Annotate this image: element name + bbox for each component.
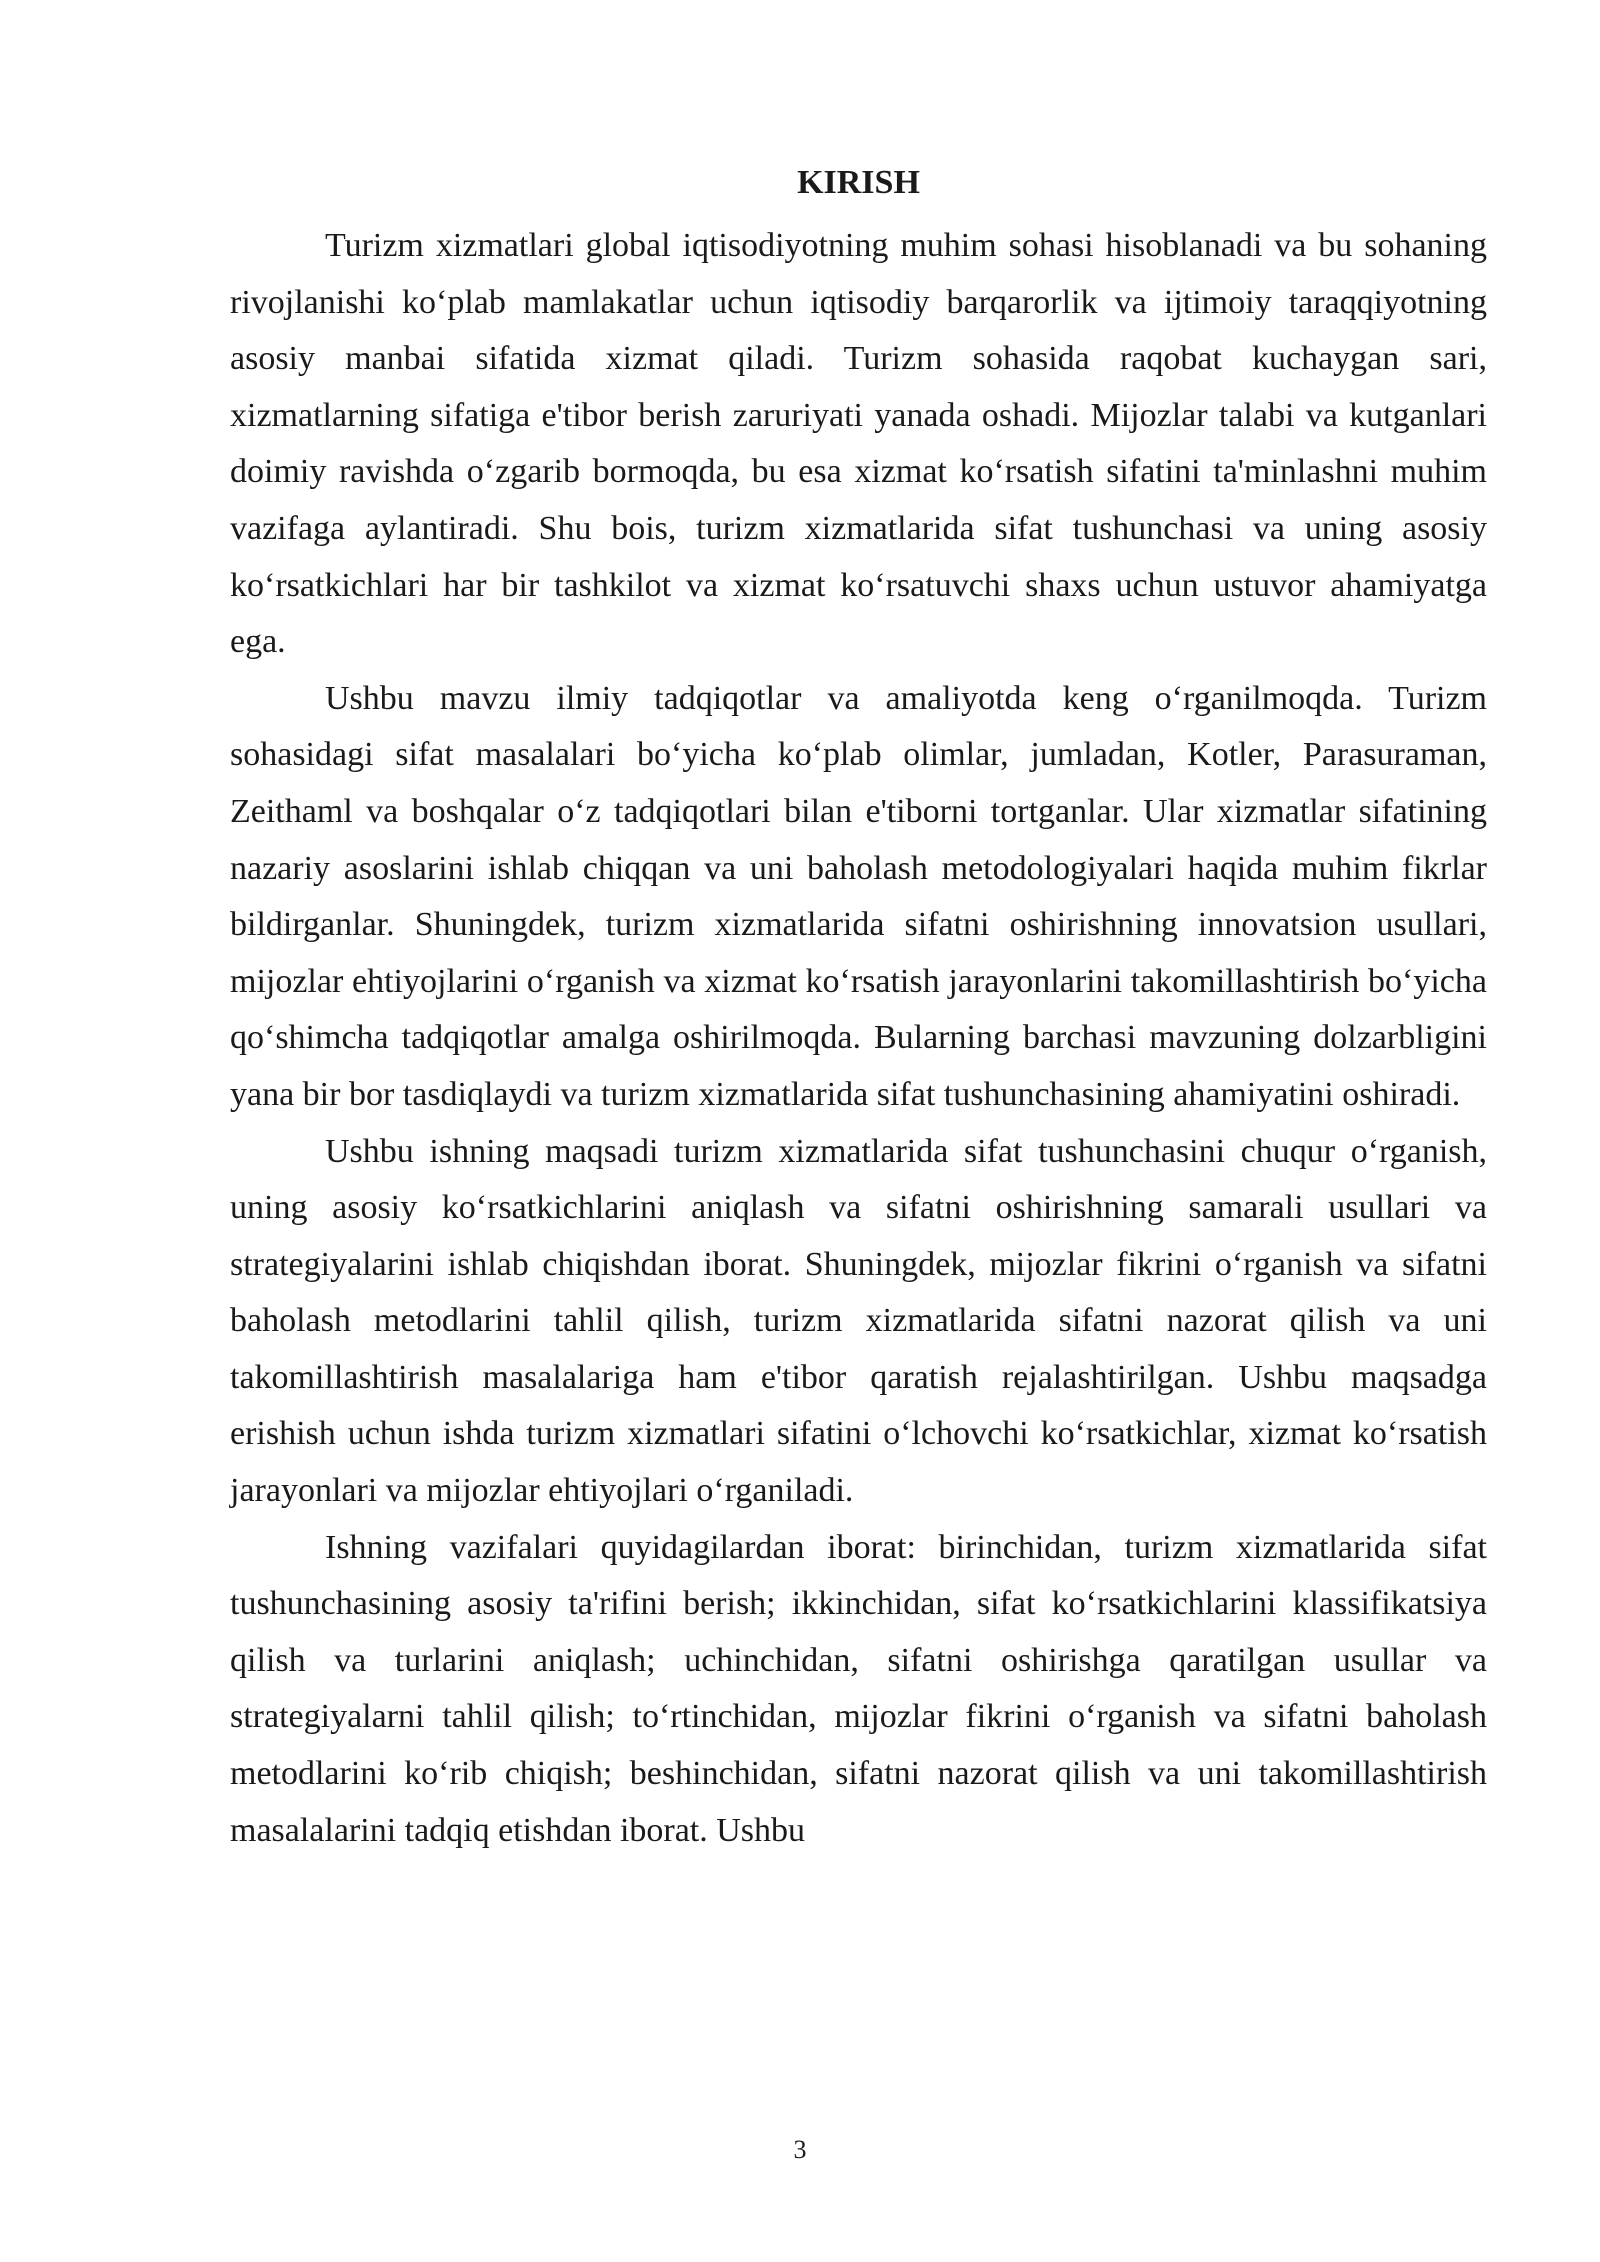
page-number: 3 <box>793 2135 807 2164</box>
paragraph-tasks: Ishning vazifalari quyidagilardan iborat: birinchidan, turizm xizmatlarida sifat tushunchasining asosiy ta'rifini berish; ikkinchidan, sifat ko‘rsatkichlarini klassifikatsiya qilish va turlarini aniqlash; uchinchidan, sifatni oshirishga qaratilgan usullar va strategiyalarni tahlil qilish; to‘rtinchidan, mijozlar fikrini o‘rganish va sifatni baholash metodlarini ko‘rib chiqish; beshinchidan, sifatni nazorat qilish va uni takomillashtirish masalalarini tadqiq etishdan iborat. Ushbu <box>230 1528 1487 1849</box>
paragraph-goal: Ushbu ishning maqsadi turizm xizmatlarida sifat tushunchasini chuqur o‘rganish, uning asosiy ko‘rsatkichlarini aniqlash va sifatni oshirishning samarali usullari va strategiyalarini ishlab chiqishdan iborat. Shuningdek, mijozlar fikrini o‘rganish va sifatni baholash metodlarini tahlil qilish, turizm xizmatlarida sifatni nazorat qilish va uni takomillashtirish masalalariga ham e'tibor qaratish rejalashtirilgan. Ushbu maqsadga erishish uchun ishda turizm xizmatlari sifatini o‘lchovchi ko‘rsatkichlar, xizmat ko‘rsatish jarayonlari va mijozlar ehtiyojlari o‘rganiladi. <box>230 1132 1487 1510</box>
paragraph-introduction: Turizm xizmatlari global iqtisodiyotning muhim sohasi hisoblanadi va bu sohaning rivojlanishi ko‘plab mamlakatlar uchun iqtisodiy barqarorlik va ijtimoiy taraqqiyotning asosiy manbai sifatida xizmat qiladi. Turizm sohasida raqobat kuchaygan sari, xizmatlarning sifatiga e'tibor berish zaruriyati yanada oshadi. Mijozlar talabi va kutganlari doimiy ravishda o‘zgarib bormoqda, bu esa xizmat ko‘rsatish sifatini ta'minlashni muhim vazifaga aylantiradi. Shu bois, turizm xizmatlarida sifat tushunchasi va uning asosiy ko‘rsatkichlari har bir tashkilot va xizmat ko‘rsatuvchi shaxs uchun ustuvor ahamiyatga ega. <box>230 227 1487 661</box>
document-page <box>230 160 1487 1859</box>
paragraph-research-background: Ushbu mavzu ilmiy tadqiqotlar va amaliyotda keng o‘rganilmoqda. Turizm sohasidagi sifat masalalari bo‘yicha ko‘plab olimlar, jumladan, Kotler, Parasuraman, Zeithaml va boshqalar o‘z tadqiqotlari bilan e'tiborni tortganlar. Ular xizmatlar sifatining nazariy asoslarini ishlab chiqqan va uni baholash metodologiyalari haqida muhim fikrlar bildirganlar. Shuningdek, turizm xizmatlarida sifatni oshirishning innovatsion usullari, mijozlar ehtiyojlarini o‘rganish va xizmat ko‘rsatish jarayonlarini takomillashtirish bo‘yicha qo‘shimcha tadqiqotlar amalga oshirilmoqda. Bularning barchasi mavzuning dolzarbligini yana bir bor tasdiqlaydi va turizm xizmatlarida sifat tushunchasining ahamiyatini oshiradi. <box>230 679 1487 1113</box>
section-heading: KIRISH <box>797 164 920 201</box>
